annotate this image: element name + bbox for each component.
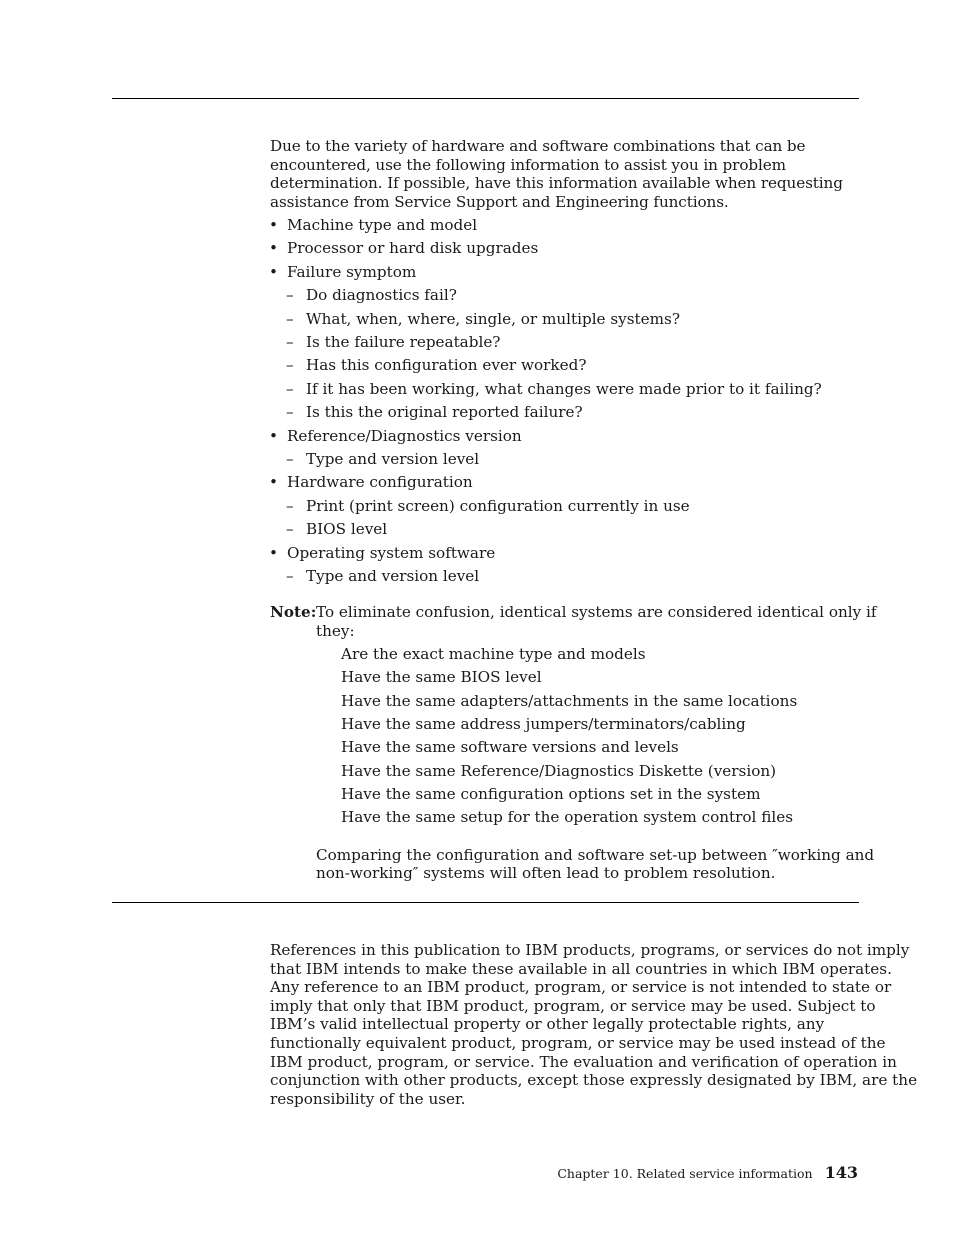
- note-condition: Are the exact machine type and models: [341, 645, 646, 663]
- intro-text: Due to the variety of hardware and software combinations that can be encountered, use the following information to assist you in problem determination. If possible, have this information available when requesting assistance from Service Support and Engineering functions.: [270, 137, 843, 211]
- note-closing-line1: Comparing the configuration and software set-up between ″working and: [316, 846, 875, 864]
- item-text: Operating system software: [287, 543, 496, 562]
- references-line: imply that only that IBM product, program, or service may be used. Subject to: [270, 996, 876, 1015]
- dash-marker: –: [286, 379, 294, 398]
- item-text: Print (print screen) configuration currently in use: [306, 496, 690, 515]
- dash-marker: –: [286, 309, 294, 328]
- page-number: 143: [824, 1163, 858, 1182]
- dash-marker: –: [286, 403, 294, 422]
- item-text: If it has been working, what changes were made prior to it failing?: [306, 379, 822, 398]
- bullet-marker: •: [269, 426, 278, 445]
- note-closing-line2: non-working″ systems will often lead to problem resolution.: [316, 864, 776, 882]
- bullet-marker: •: [269, 543, 278, 562]
- references-line: responsibility of the user.: [270, 1089, 466, 1108]
- dash-marker: –: [286, 520, 294, 539]
- section-divider-top: [112, 98, 859, 99]
- dash-marker: –: [286, 333, 294, 351]
- note-condition: Have the same Reference/Diagnostics Diskette (version): [341, 761, 777, 780]
- note-label: Note:: [270, 603, 317, 621]
- note-condition: Have the same BIOS level: [341, 668, 542, 687]
- references-line: conjunction with other products, except those expressly designated by IBM, are the: [270, 1071, 918, 1090]
- page-footer: [557, 1163, 858, 1182]
- references-line: Any reference to an IBM product, program, or service is not intended to state or: [270, 978, 892, 997]
- footer-chapter: Chapter 10. Related service information: [557, 1166, 813, 1181]
- item-text: Is this the original reported failure?: [306, 403, 583, 422]
- references-line: References in this publication to IBM products, programs, or services do not imply: [270, 941, 910, 959]
- note-block: [270, 603, 877, 893]
- item-text: Is the failure repeatable?: [306, 333, 501, 351]
- intro-paragraph: [270, 137, 860, 211]
- bullet-marker: •: [269, 262, 278, 281]
- note-text-line2: they:: [316, 622, 355, 640]
- references-line: that IBM intends to make these available in all countries in which IBM operates.: [270, 959, 892, 978]
- dash-marker: –: [286, 356, 294, 375]
- item-text: BIOS level: [306, 520, 388, 539]
- dash-marker: –: [286, 450, 294, 468]
- item-text: Failure symptom: [287, 262, 417, 281]
- dash-marker: –: [286, 286, 294, 305]
- item-text: Processor or hard disk upgrades: [287, 239, 539, 258]
- item-text: Machine type and model: [287, 216, 478, 234]
- item-text: Hardware configuration: [287, 473, 473, 492]
- info-checklist: [270, 216, 860, 596]
- note-condition: Have the same setup for the operation system control files: [341, 808, 793, 827]
- references-line: IBM’s valid intellectual property or other legally protectable rights, any: [270, 1015, 825, 1034]
- dash-marker: –: [286, 567, 294, 585]
- item-text: Type and version level: [306, 450, 480, 468]
- item-text: Do diagnostics fail?: [306, 286, 457, 305]
- bullet-marker: •: [269, 473, 278, 492]
- bullet-marker: •: [269, 239, 278, 258]
- item-text: Reference/Diagnostics version: [287, 426, 522, 445]
- section-divider-bottom: [112, 902, 859, 903]
- references-paragraph: [270, 941, 918, 1121]
- note-condition: Have the same software versions and levels: [341, 738, 679, 757]
- references-line: IBM product, program, or service. The evaluation and verification of operation in: [270, 1052, 897, 1071]
- bullet-marker: •: [269, 216, 278, 234]
- dash-marker: –: [286, 496, 294, 515]
- note-condition: Have the same address jumpers/terminators/cabling: [341, 714, 746, 733]
- item-text: What, when, where, single, or multiple systems?: [306, 309, 680, 328]
- item-text: Has this configuration ever worked?: [306, 356, 587, 375]
- note-condition: Have the same configuration options set in the system: [341, 784, 761, 803]
- references-line: functionally equivalent product, program, or service may be used instead of the: [270, 1034, 886, 1052]
- note-text-line1: To eliminate confusion, identical systems are considered identical only if: [316, 603, 877, 621]
- note-condition: Have the same adapters/attachments in the same locations: [341, 691, 798, 710]
- item-text: Type and version level: [306, 567, 480, 585]
